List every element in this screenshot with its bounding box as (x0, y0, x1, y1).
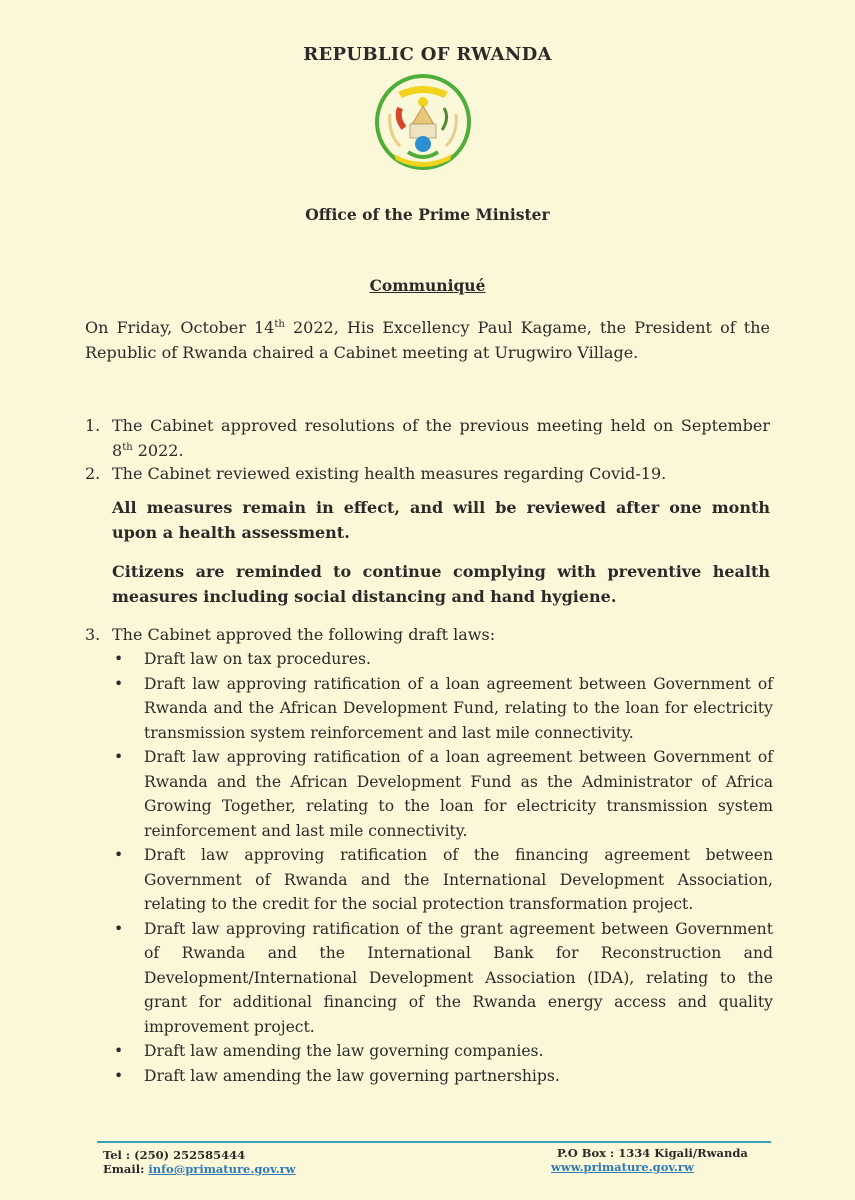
national-seal-logo (370, 74, 476, 174)
list-item-text: Draft law approving ratification of a loan agreement between Government of Rwanda and the African Development Fund as the Administrator of Africa Growing Together, relating to the loan for electricity transmission system reinforcement and last mile connectivity. (144, 748, 773, 840)
footer-phone: Tel : (250) 252585444 (103, 1148, 246, 1162)
item-1 (85, 414, 770, 463)
list-item (112, 647, 773, 672)
email-label: Email: (103, 1162, 149, 1176)
item-1-sup: th (122, 441, 133, 453)
measures-statement: All measures remain in effect, and will be reviewed after one month upon a health assessment. (112, 498, 770, 542)
list-item (112, 843, 773, 917)
list-item (112, 1064, 773, 1089)
footer-pobox: P.O Box : 1334 Kigali/Rwanda (557, 1146, 748, 1160)
bullet-icon: • (114, 919, 124, 938)
item-text: The Cabinet reviewed existing health measures regarding Covid-19. (112, 464, 667, 483)
list-item (112, 745, 773, 843)
list-item-text: Draft law approving ratification of the financing agreement between Government of Rwanda and the International Development Association, relating to the credit for the social protection transformation project. (144, 846, 773, 913)
bullet-icon: • (114, 1042, 124, 1060)
footer-address (551, 1146, 748, 1174)
item-number: 3. (85, 625, 101, 644)
list-item-text: Draft law on tax procedures. (144, 650, 371, 668)
bullet-icon: • (114, 650, 124, 668)
item-3 (85, 623, 770, 648)
item-text: The Cabinet approved the following draft laws: (112, 625, 496, 644)
footer-email-line (103, 1162, 296, 1176)
bullet-icon: • (114, 674, 124, 693)
list-item-text: Draft law amending the law governing partnerships. (144, 1066, 560, 1085)
website-link[interactable]: www.primature.gov.rw (551, 1160, 694, 1174)
intro-text-end: 2022, His Excellency Paul Kagame, the President of the Republic of Rwanda chaired a Cabinet meeting at Urugwiro Village. (85, 318, 771, 362)
footer-contact (103, 1148, 296, 1176)
intro-sup: th (274, 319, 285, 330)
list-item-text: Draft law approving ratification of a loan agreement between Government of Rwanda and the African Development Fund, relating to the loan for electricity transmission system reinforcement and last mile connectivity. (144, 674, 773, 742)
list-item (112, 672, 773, 746)
bullet-icon: • (114, 1066, 124, 1085)
item-1-text: The Cabinet approved resolutions of the previous meeting held on September 8 (112, 416, 770, 460)
bullet-icon: • (114, 846, 124, 864)
communique-heading: Communiqué (369, 276, 486, 295)
country-title: REPUBLIC OF RWANDA (303, 44, 552, 65)
item-1-text-end: 2022. (132, 440, 184, 460)
email-link[interactable]: info@primature.gov.rw (148, 1162, 296, 1176)
intro-paragraph (85, 316, 770, 365)
list-item-text: Draft law approving ratification of the grant agreement between Government of Rwanda and the International Bank for Reconstruction and Development/International Development Association (IDA), relating to the grant for additional financing of the Rwanda energy access and quality improvement project. (144, 919, 773, 1036)
bullet-icon: • (114, 748, 124, 766)
office-title: Office of the Prime Minister (305, 205, 550, 224)
intro-text: On Friday, October 14 (85, 318, 275, 337)
citizens-reminder: Citizens are reminded to continue complying with preventive health measures including social distancing and hand hygiene. (112, 562, 770, 606)
item-number: 1. (85, 416, 101, 435)
item-text (112, 414, 770, 463)
list-item (112, 917, 773, 1040)
item-2 (85, 462, 770, 487)
list-item-text: Draft law amending the law governing companies. (144, 1042, 544, 1060)
footer-divider (97, 1141, 771, 1143)
list-item (112, 1039, 773, 1064)
item-number: 2. (85, 464, 101, 483)
draft-laws-list (112, 647, 773, 1088)
